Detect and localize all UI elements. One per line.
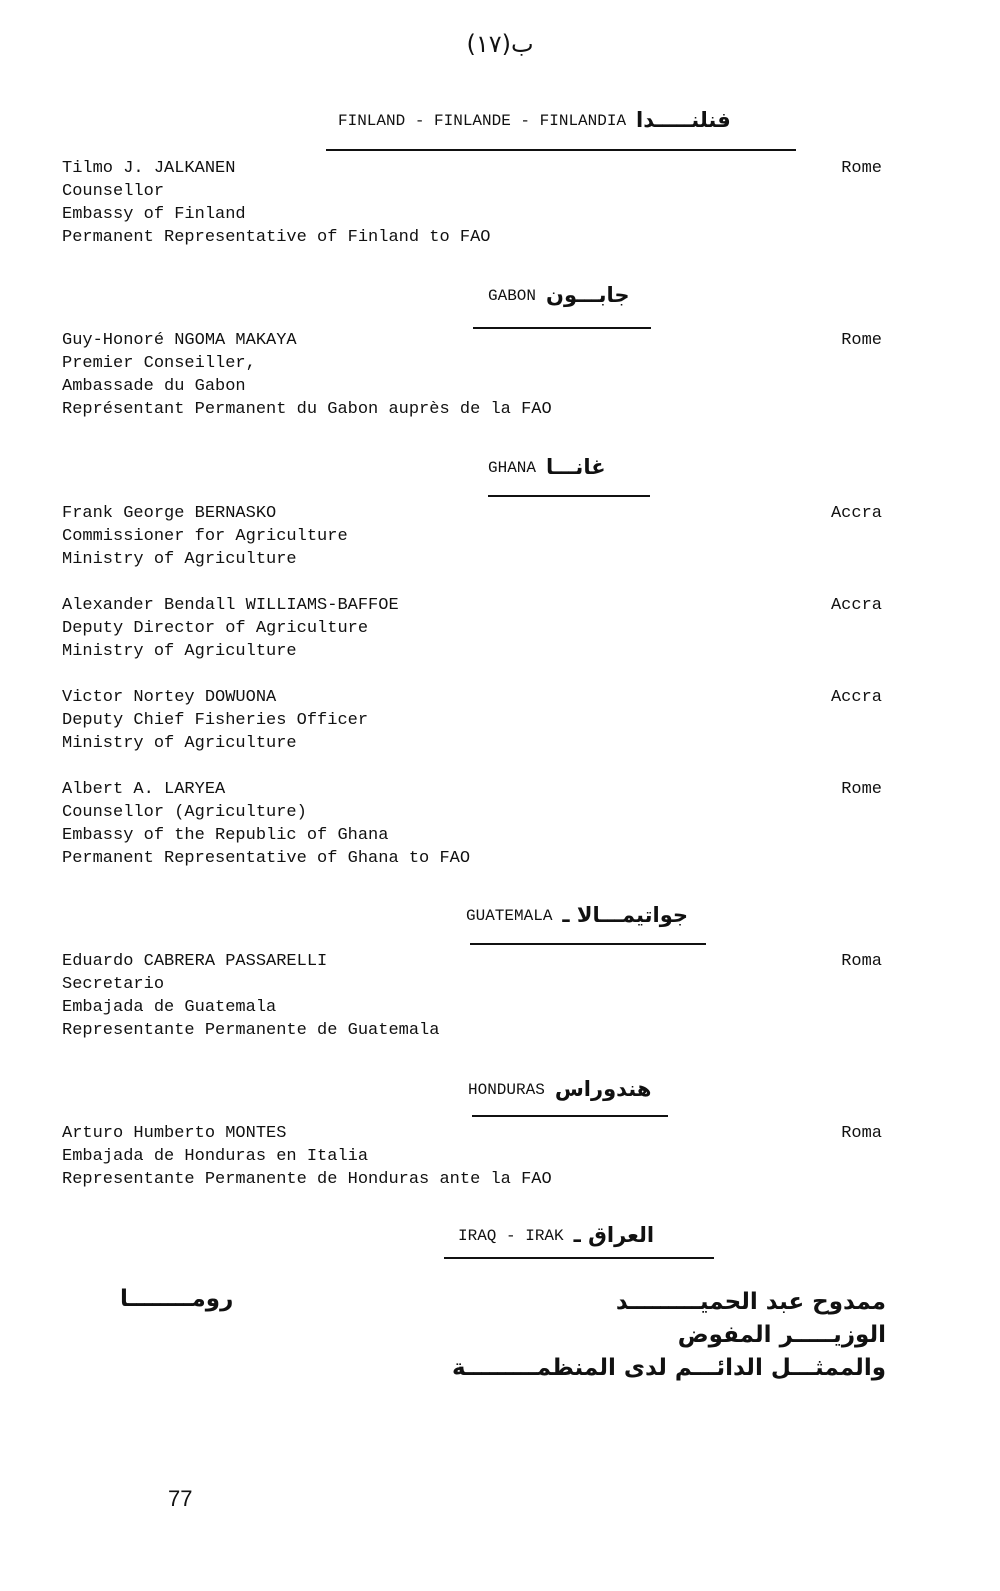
heading-text-arabic: هندوراس [554, 1077, 652, 1101]
delegate-role: والممثـــل الدائـــم لدى المنظمـــــــــة [452, 1355, 886, 1381]
heading-underline [488, 495, 650, 497]
heading-text: FINLAND - FINLANDE - FINLANDIA [338, 112, 627, 130]
delegate-name: Tilmo J. JALKANEN [62, 159, 236, 178]
delegate-title: Commissioner for Agriculture [62, 527, 348, 546]
heading-underline [444, 1257, 714, 1259]
delegate-entry [62, 686, 922, 755]
heading-text: HONDURAS [468, 1081, 545, 1099]
heading-text-arabic: جابـــون [546, 283, 630, 307]
delegate-organization: Ambassade du Gabon [62, 377, 246, 396]
heading-text: GUATEMALA [466, 907, 553, 925]
delegate-title: Counsellor [62, 182, 165, 201]
delegate-city: Accra [830, 596, 882, 615]
delegate-city: Roma [841, 1124, 882, 1143]
heading-text-arabic: العراق ـ [573, 1223, 655, 1247]
delegate-city: Accra [830, 504, 882, 523]
section-heading-iraq [458, 1223, 654, 1247]
delegate-organization: Embajada de Guatemala [62, 998, 277, 1017]
delegate-organization: Embassy of the Republic of Ghana [62, 826, 389, 845]
section-heading-honduras [468, 1077, 651, 1101]
heading-text-arabic: فنلنـــــدا [636, 108, 731, 132]
delegate-name: Victor Nortey DOWUONA [62, 688, 277, 707]
delegate-name: Albert A. LARYEA [62, 780, 226, 799]
delegate-city: Roma [841, 952, 882, 971]
delegate-organization: Embajada de Honduras en Italia [62, 1147, 369, 1166]
delegate-title: Secretario [62, 975, 165, 994]
delegate-name: ممدوح عبد الحميـــــــــد [615, 1289, 886, 1315]
delegate-entry [62, 157, 922, 249]
delegate-role: Représentant Permanent du Gabon auprès de la FAO [62, 400, 552, 419]
delegate-city: Rome [841, 159, 882, 178]
heading-underline [472, 1115, 668, 1117]
heading-underline [326, 149, 796, 151]
heading-text: GHANA [488, 459, 537, 477]
delegate-name: Arturo Humberto MONTES [62, 1124, 287, 1143]
delegate-role: Representante Permanente de Honduras ante la FAO [62, 1170, 552, 1189]
heading-text-arabic: غانـــا [546, 455, 606, 479]
delegate-name: Eduardo CABRERA PASSARELLI [62, 952, 328, 971]
delegate-role: Permanent Representative of Ghana to FAO [62, 849, 471, 868]
delegate-city: Rome [841, 780, 882, 799]
page-number: 77 [168, 1486, 193, 1511]
delegate-organization: Ministry of Agriculture [62, 550, 297, 569]
delegate-entry [420, 1286, 886, 1385]
delegate-city: Rome [841, 331, 882, 350]
section-heading-finland [338, 108, 731, 132]
delegate-title: Counsellor (Agriculture) [62, 803, 307, 822]
delegate-name: Frank George BERNASKO [62, 504, 277, 523]
delegate-title: Premier Conseiller, [62, 354, 256, 373]
delegate-name: Alexander Bendall WILLIAMS-BAFFOE [62, 596, 399, 615]
delegate-organization: Embassy of Finland [62, 205, 246, 224]
delegate-name: Guy-Honoré NGOMA MAKAYA [62, 331, 297, 350]
section-heading-gabon [488, 283, 630, 307]
page-code: ب(١٧) [466, 30, 534, 58]
heading-text: GABON [488, 287, 537, 305]
heading-text-arabic: جواتيمـــالا ـ [562, 903, 689, 927]
delegate-title: Deputy Chief Fisheries Officer [62, 711, 369, 730]
delegate-entry [62, 594, 922, 663]
delegate-city: رومــــــــا [120, 1286, 234, 1312]
heading-text: IRAQ - IRAK [458, 1227, 564, 1245]
delegate-organization: Ministry of Agriculture [62, 642, 297, 661]
delegate-organization: Ministry of Agriculture [62, 734, 297, 753]
delegate-role: Permanent Representative of Finland to FAO [62, 228, 491, 247]
delegate-entry [62, 1122, 922, 1191]
delegate-entry [62, 950, 922, 1042]
delegate-entry [62, 502, 922, 571]
delegate-entry [62, 778, 922, 870]
delegate-role: Representante Permanente de Guatemala [62, 1021, 440, 1040]
section-heading-ghana [488, 455, 606, 479]
heading-underline [470, 943, 706, 945]
delegate-city: Accra [830, 688, 882, 707]
delegate-title: Deputy Director of Agriculture [62, 619, 369, 638]
delegate-entry [62, 329, 922, 421]
delegate-title: الوزيـــــر المفوض [677, 1322, 886, 1348]
section-heading-guatemala [466, 903, 688, 927]
